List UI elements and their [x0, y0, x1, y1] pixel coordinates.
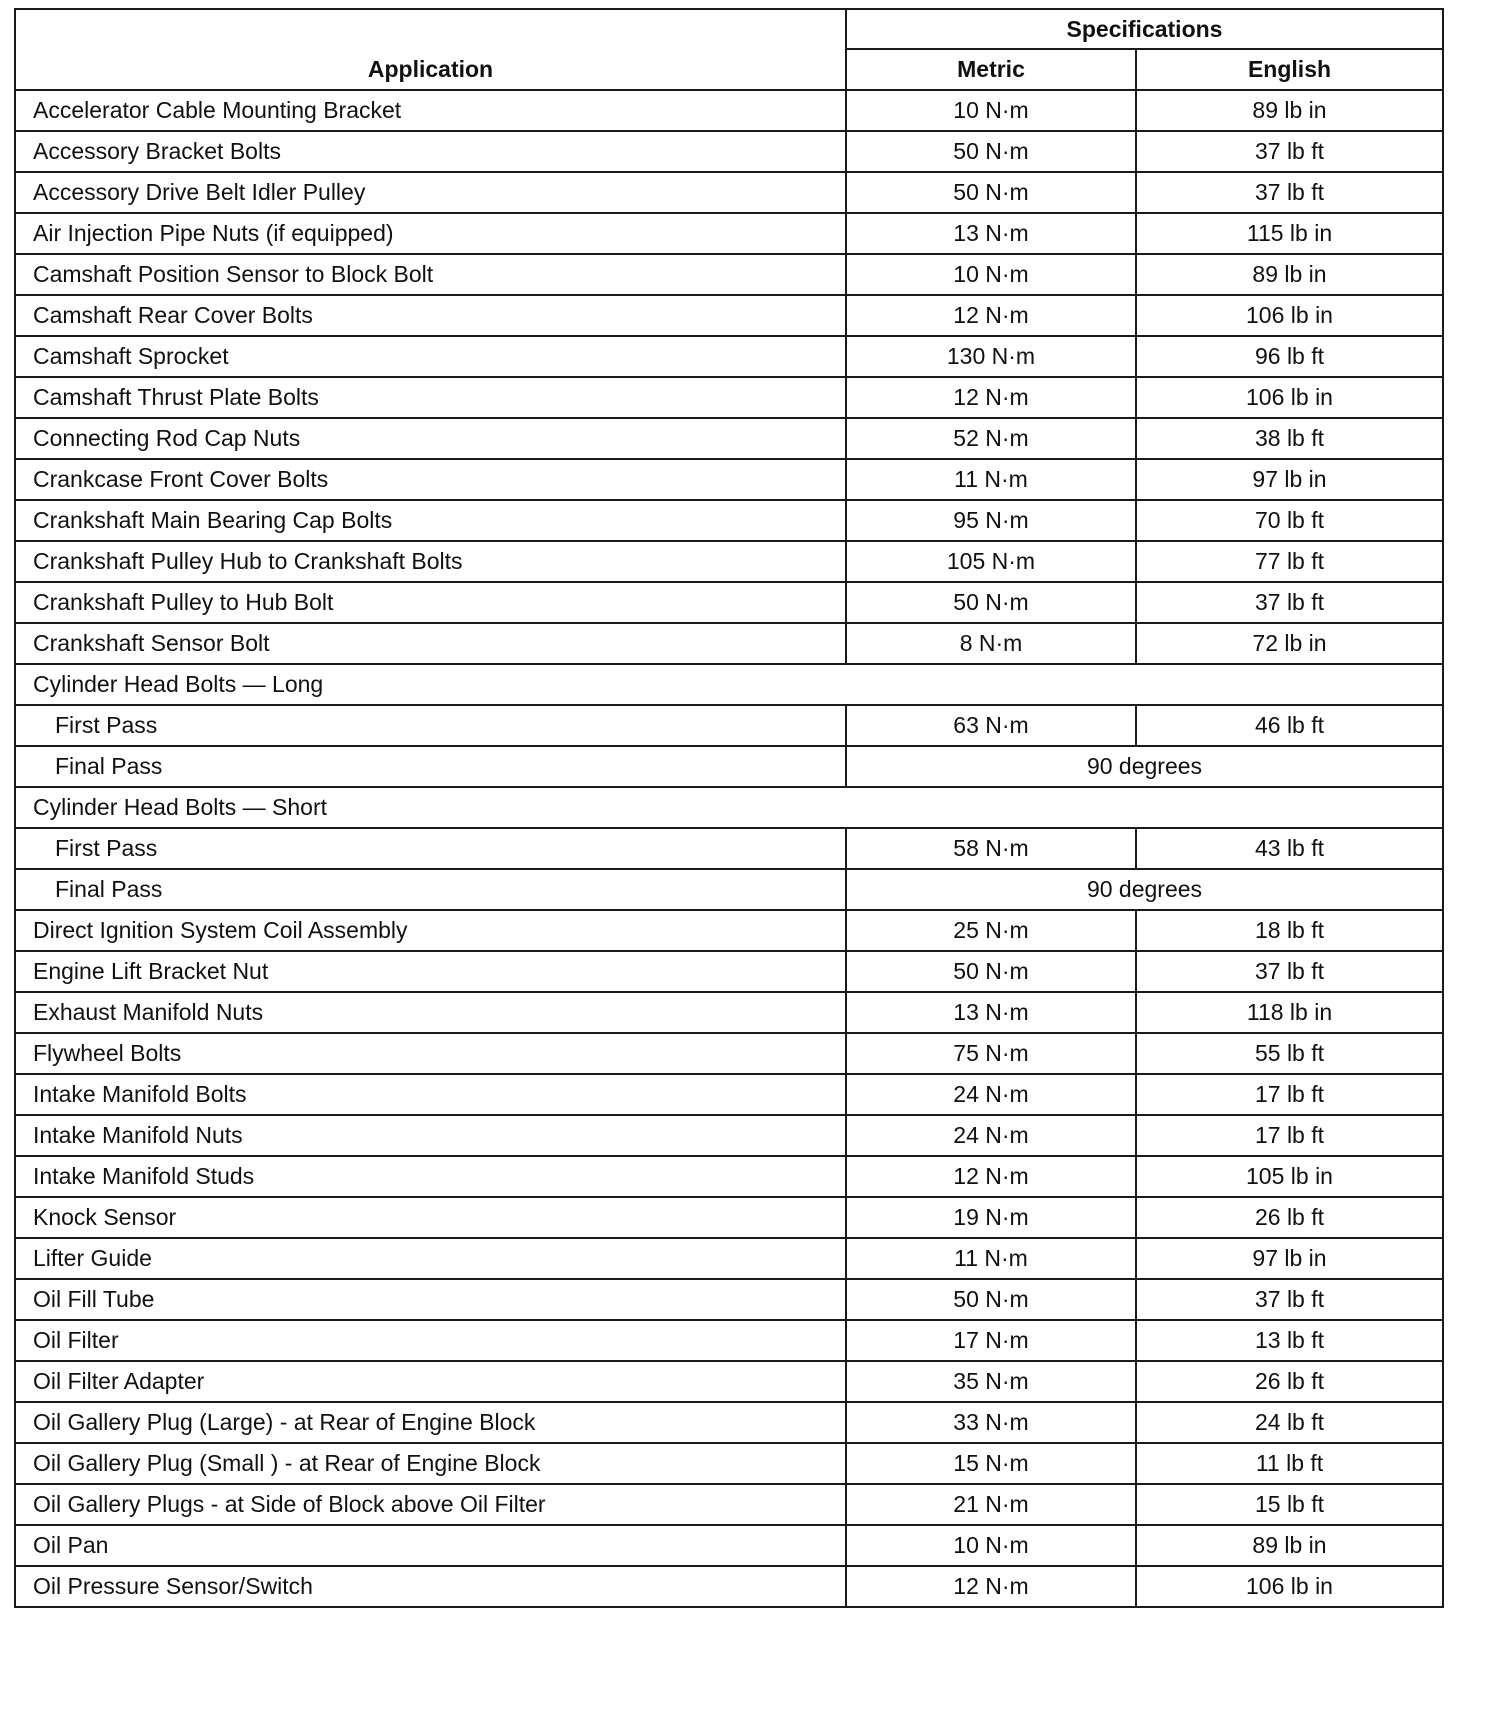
metric-cell: 75 N·m	[846, 1033, 1136, 1074]
table-header	[15, 9, 1443, 90]
english-cell: 43 lb ft	[1136, 828, 1443, 869]
english-cell: 13 lb ft	[1136, 1320, 1443, 1361]
english-cell: 89 lb in	[1136, 254, 1443, 295]
table-row	[15, 418, 1443, 459]
application-cell: Oil Gallery Plugs - at Side of Block above Oil Filter	[15, 1484, 846, 1525]
english-cell: 77 lb ft	[1136, 541, 1443, 582]
application-cell: Crankshaft Main Bearing Cap Bolts	[15, 500, 846, 541]
english-cell: 106 lb in	[1136, 295, 1443, 336]
table-body	[15, 90, 1443, 1607]
english-cell: 37 lb ft	[1136, 131, 1443, 172]
english-cell: 37 lb ft	[1136, 951, 1443, 992]
english-cell: 115 lb in	[1136, 213, 1443, 254]
combined-spec-cell: 90 degrees	[846, 746, 1443, 787]
metric-cell: 50 N·m	[846, 582, 1136, 623]
table-row	[15, 1238, 1443, 1279]
application-cell: Flywheel Bolts	[15, 1033, 846, 1074]
application-cell: Oil Fill Tube	[15, 1279, 846, 1320]
application-cell: Camshaft Position Sensor to Block Bolt	[15, 254, 846, 295]
english-cell: 118 lb in	[1136, 992, 1443, 1033]
english-cell: 89 lb in	[1136, 90, 1443, 131]
english-cell: 106 lb in	[1136, 1566, 1443, 1607]
application-cell: Lifter Guide	[15, 1238, 846, 1279]
table-row	[15, 131, 1443, 172]
table-row	[15, 746, 1443, 787]
table-row	[15, 582, 1443, 623]
metric-cell: 21 N·m	[846, 1484, 1136, 1525]
application-cell: First Pass	[15, 828, 846, 869]
english-cell: 70 lb ft	[1136, 500, 1443, 541]
english-cell: 26 lb ft	[1136, 1197, 1443, 1238]
english-cell: 72 lb in	[1136, 623, 1443, 664]
table-row	[15, 1361, 1443, 1402]
metric-cell: 12 N·m	[846, 1566, 1136, 1607]
metric-cell: 50 N·m	[846, 1279, 1136, 1320]
table-row	[15, 172, 1443, 213]
table-row	[15, 1402, 1443, 1443]
specifications-column-header: Specifications	[846, 9, 1443, 49]
metric-cell: 13 N·m	[846, 213, 1136, 254]
application-cell: Camshaft Thrust Plate Bolts	[15, 377, 846, 418]
application-cell: Accessory Drive Belt Idler Pulley	[15, 172, 846, 213]
application-cell: Final Pass	[15, 869, 846, 910]
metric-cell: 12 N·m	[846, 377, 1136, 418]
english-cell: 55 lb ft	[1136, 1033, 1443, 1074]
application-cell: Knock Sensor	[15, 1197, 846, 1238]
english-cell: 11 lb ft	[1136, 1443, 1443, 1484]
table-row	[15, 1279, 1443, 1320]
application-cell: First Pass	[15, 705, 846, 746]
english-cell: 15 lb ft	[1136, 1484, 1443, 1525]
metric-cell: 105 N·m	[846, 541, 1136, 582]
metric-cell: 11 N·m	[846, 459, 1136, 500]
table-row	[15, 459, 1443, 500]
application-cell: Oil Filter Adapter	[15, 1361, 846, 1402]
application-cell: Air Injection Pipe Nuts (if equipped)	[15, 213, 846, 254]
application-cell: Oil Pressure Sensor/Switch	[15, 1566, 846, 1607]
application-cell: Intake Manifold Studs	[15, 1156, 846, 1197]
metric-cell: 25 N·m	[846, 910, 1136, 951]
metric-cell: 15 N·m	[846, 1443, 1136, 1484]
torque-specifications-table	[14, 8, 1444, 1608]
application-cell: Direct Ignition System Coil Assembly	[15, 910, 846, 951]
metric-cell: 24 N·m	[846, 1074, 1136, 1115]
table-row	[15, 1525, 1443, 1566]
english-cell: 38 lb ft	[1136, 418, 1443, 459]
table-row	[15, 1484, 1443, 1525]
english-cell: 17 lb ft	[1136, 1115, 1443, 1156]
metric-cell: 19 N·m	[846, 1197, 1136, 1238]
table-row	[15, 910, 1443, 951]
english-cell: 96 lb ft	[1136, 336, 1443, 377]
metric-cell: 33 N·m	[846, 1402, 1136, 1443]
application-cell: Accelerator Cable Mounting Bracket	[15, 90, 846, 131]
table-row	[15, 623, 1443, 664]
english-column-header: English	[1136, 49, 1443, 90]
english-cell: 97 lb in	[1136, 459, 1443, 500]
english-cell: 89 lb in	[1136, 1525, 1443, 1566]
english-cell: 37 lb ft	[1136, 582, 1443, 623]
application-cell: Oil Filter	[15, 1320, 846, 1361]
application-cell: Camshaft Rear Cover Bolts	[15, 295, 846, 336]
application-cell: Accessory Bracket Bolts	[15, 131, 846, 172]
english-cell: 37 lb ft	[1136, 1279, 1443, 1320]
english-cell: 18 lb ft	[1136, 910, 1443, 951]
table-row	[15, 541, 1443, 582]
metric-cell: 8 N·m	[846, 623, 1136, 664]
application-cell: Exhaust Manifold Nuts	[15, 992, 846, 1033]
metric-cell: 17 N·m	[846, 1320, 1136, 1361]
table-row	[15, 869, 1443, 910]
application-cell: Intake Manifold Nuts	[15, 1115, 846, 1156]
english-cell: 17 lb ft	[1136, 1074, 1443, 1115]
application-cell: Crankshaft Pulley Hub to Crankshaft Bolts	[15, 541, 846, 582]
application-cell: Final Pass	[15, 746, 846, 787]
metric-cell: 12 N·m	[846, 1156, 1136, 1197]
application-cell: Oil Gallery Plug (Large) - at Rear of Engine Block	[15, 1402, 846, 1443]
application-cell: Crankshaft Sensor Bolt	[15, 623, 846, 664]
table-row	[15, 1033, 1443, 1074]
application-cell: Camshaft Sprocket	[15, 336, 846, 377]
application-cell: Oil Pan	[15, 1525, 846, 1566]
table-row	[15, 213, 1443, 254]
metric-cell: 50 N·m	[846, 131, 1136, 172]
english-cell: 46 lb ft	[1136, 705, 1443, 746]
table-row	[15, 992, 1443, 1033]
table-row	[15, 1115, 1443, 1156]
group-label-cell: Cylinder Head Bolts — Long	[15, 664, 1443, 705]
application-cell: Engine Lift Bracket Nut	[15, 951, 846, 992]
table-row	[15, 1566, 1443, 1607]
english-cell: 37 lb ft	[1136, 172, 1443, 213]
metric-cell: 35 N·m	[846, 1361, 1136, 1402]
table-row	[15, 705, 1443, 746]
application-cell: Crankcase Front Cover Bolts	[15, 459, 846, 500]
table-row	[15, 90, 1443, 131]
metric-cell: 11 N·m	[846, 1238, 1136, 1279]
metric-cell: 130 N·m	[846, 336, 1136, 377]
table-row	[15, 1197, 1443, 1238]
metric-cell: 52 N·m	[846, 418, 1136, 459]
english-cell: 105 lb in	[1136, 1156, 1443, 1197]
table-row	[15, 1074, 1443, 1115]
application-cell: Connecting Rod Cap Nuts	[15, 418, 846, 459]
english-cell: 106 lb in	[1136, 377, 1443, 418]
table-row	[15, 951, 1443, 992]
metric-cell: 95 N·m	[846, 500, 1136, 541]
table-row	[15, 377, 1443, 418]
table-row	[15, 336, 1443, 377]
table-row	[15, 1320, 1443, 1361]
metric-cell: 13 N·m	[846, 992, 1136, 1033]
metric-cell: 63 N·m	[846, 705, 1136, 746]
header-row-top	[15, 9, 1443, 49]
table-group-row	[15, 787, 1443, 828]
metric-cell: 50 N·m	[846, 172, 1136, 213]
metric-cell: 10 N·m	[846, 90, 1136, 131]
metric-column-header: Metric	[846, 49, 1136, 90]
application-cell: Intake Manifold Bolts	[15, 1074, 846, 1115]
metric-cell: 10 N·m	[846, 254, 1136, 295]
english-cell: 26 lb ft	[1136, 1361, 1443, 1402]
application-cell: Oil Gallery Plug (Small ) - at Rear of Engine Block	[15, 1443, 846, 1484]
metric-cell: 12 N·m	[846, 295, 1136, 336]
table-row	[15, 254, 1443, 295]
group-label-cell: Cylinder Head Bolts — Short	[15, 787, 1443, 828]
table-row	[15, 1156, 1443, 1197]
english-cell: 97 lb in	[1136, 1238, 1443, 1279]
application-column-header: Application	[15, 9, 846, 90]
table-row	[15, 500, 1443, 541]
metric-cell: 50 N·m	[846, 951, 1136, 992]
table-row	[15, 295, 1443, 336]
metric-cell: 58 N·m	[846, 828, 1136, 869]
combined-spec-cell: 90 degrees	[846, 869, 1443, 910]
table-row	[15, 828, 1443, 869]
table-row	[15, 1443, 1443, 1484]
english-cell: 24 lb ft	[1136, 1402, 1443, 1443]
metric-cell: 24 N·m	[846, 1115, 1136, 1156]
table-group-row	[15, 664, 1443, 705]
metric-cell: 10 N·m	[846, 1525, 1136, 1566]
application-cell: Crankshaft Pulley to Hub Bolt	[15, 582, 846, 623]
